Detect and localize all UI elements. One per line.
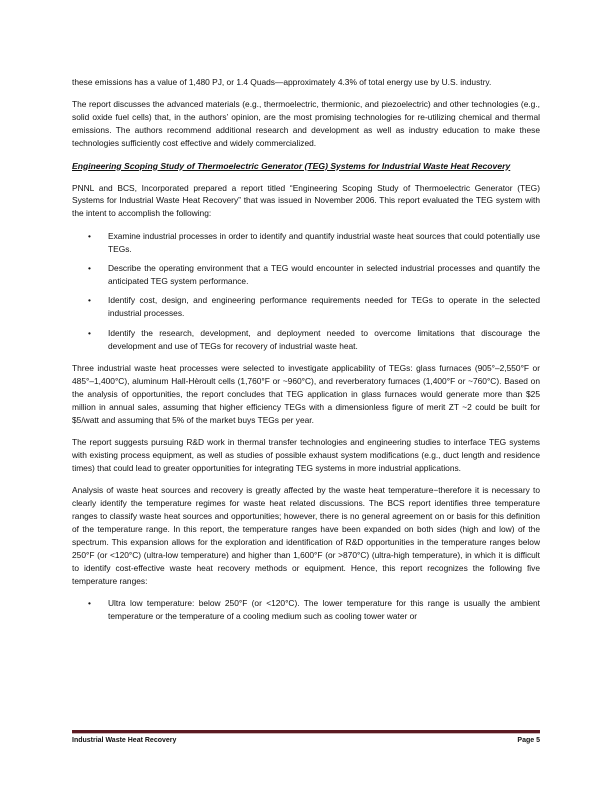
list-item	[72, 597, 540, 623]
section-heading: Engineering Scoping Study of Thermoelectric Generator (TEG) Systems for Industrial Waste Heat Recovery	[72, 160, 511, 171]
list-item-text: Examine industrial processes in order to identify and quantify industrial waste heat sources that could potentially use TEGs.	[108, 230, 540, 254]
document-body	[72, 76, 540, 632]
bullet-icon: •	[88, 327, 91, 338]
page-footer	[72, 737, 540, 744]
list-item-text: Describe the operating environment that a TEG would encounter in selected industrial processes and quantify the anticipated TEG system performance.	[108, 263, 540, 286]
list-item-text: Identify cost, design, and engineering performance requirements needed for TEGs to operate in the selected industrial processes.	[108, 295, 540, 319]
list-item	[72, 294, 540, 320]
objectives-list	[72, 230, 540, 353]
paragraph: PNNL and BCS, Incorporated prepared a report titled “Engineering Scoping Study of Thermoelectric Generator (TEG) Systems for Industrial Waste Heat Recovery” that was issued in November 2006. This report evaluated the TEG system with the intent to accomplish the following:	[72, 182, 540, 219]
list-item	[72, 262, 540, 288]
temperature-ranges-list	[72, 597, 540, 623]
list-item	[72, 230, 540, 256]
bullet-icon: •	[88, 263, 91, 274]
paragraph: Analysis of waste heat sources and recovery is greatly affected by the waste heat temperature−therefore it is necessary to clearly identify the temperature regimes for waste heat related discussions. The BCS report identifies three temperature ranges to classify waste heat sources and opportunities; however, there is no general agreement on or basis for this definition of the temperature range. In this report, the temperature ranges have been expanded on both sides (high and low) of the spectrum. This expansion allows for the exploration and identification of R&D opportunities in the temperature ranges below 250°F (or <120°C) (ultra-low temperature) and higher than 1,600°F (or >870°C) (ultra-high temperature), in which it is difficult to identify cost-effective waste heat recovery methods or equipment. Hence, this report recognizes the following five temperature ranges:	[72, 485, 540, 586]
page-number: Page 5	[517, 737, 540, 744]
footer-rule	[72, 730, 540, 734]
footer-title: Industrial Waste Heat Recovery	[72, 737, 177, 744]
paragraph: The report discusses the advanced materials (e.g., thermoelectric, thermionic, and piezoelectric) and other technologies (e.g., solid oxide fuel cells) that, in the authors’ opinion, are the most promising technologies for re-utilizing chemical and thermal emissions. The authors recommend additional research and development as well as industry education to make these technologies sufficiently cost effective and widely commercialized.	[72, 99, 540, 149]
list-item-text: Identify the research, development, and deployment needed to overcome limitations that discourage the development and use of TEGs for recovery of industrial waste heat.	[108, 327, 540, 351]
list-item	[72, 327, 540, 353]
list-item-text: Ultra low temperature: below 250°F (or <120°C). The lower temperature for this range is usually the ambient temperature or the temperature of a cooling medium such as cooling tower water or	[108, 598, 540, 621]
paragraph: The report suggests pursuing R&D work in thermal transfer technologies and engineering studies to interface TEG systems with existing process equipment, as well as studies of possible exhaust system modifications (e.g., duct length and residence times) that could lead to greater opportunities for integrating TEG systems in more industrial applications.	[72, 437, 540, 473]
bullet-icon: •	[88, 295, 91, 306]
paragraph: Three industrial waste heat processes were selected to investigate applicability of TEGs: glass furnaces (905°–2,550°F or 485°–1,400°C), aluminum Hall-Hèroult cells (1,760°F or ~960°C), and reverberatory furnaces (1,400°F or ~760°C). Based on the analysis of opportunities, the report concludes that TEG application in glass furnaces would generate more than $25 million in annual sales, assuming that higher efficiency TEGs with a dimensionless figure of merit ZT ~2 could be built for $5/watt and assuming that 5% of the market buys TEGs per year.	[72, 363, 540, 425]
bullet-icon: •	[88, 230, 91, 241]
paragraph: these emissions has a value of 1,480 PJ, or 1.4 Quads—approximately 4.3% of total energy use by U.S. industry.	[72, 77, 492, 87]
bullet-icon: •	[88, 598, 91, 608]
